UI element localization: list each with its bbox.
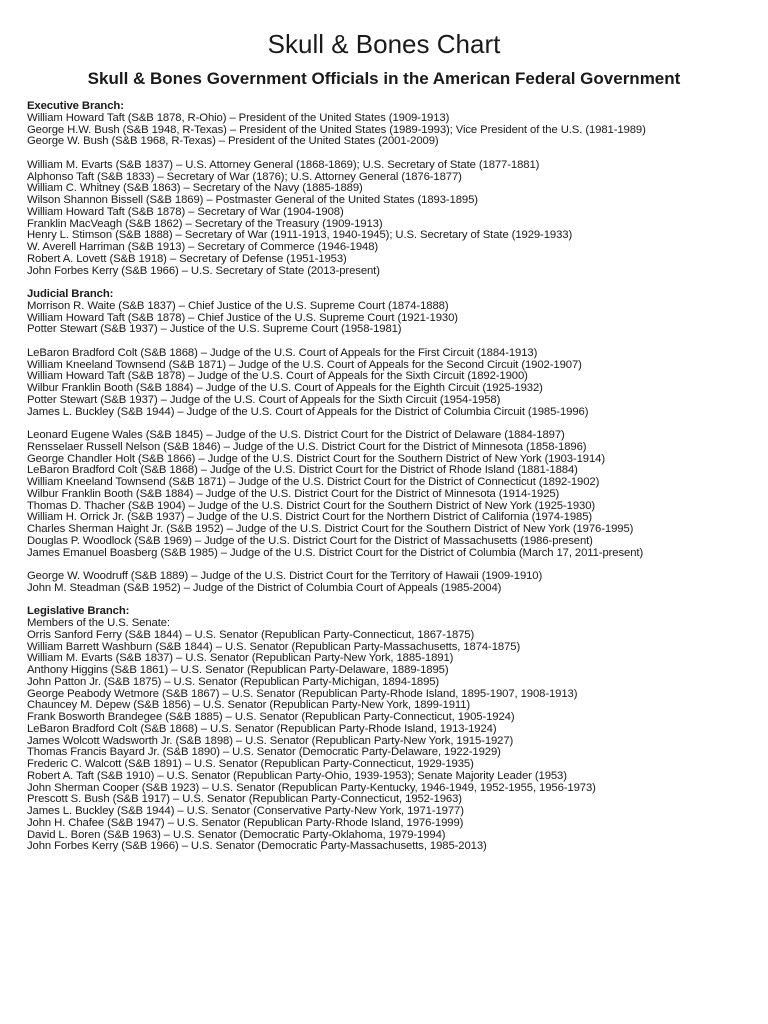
list-item: Robert A. Lovett (S&B 1918) – Secretary of Defense (1951-1953) [27, 252, 347, 265]
list-item: William Barrett Washburn (S&B 1844) – U.S. Senator (Republican Party-Massachusetts, 1874-1875) [27, 640, 521, 653]
list-item: LeBaron Bradford Colt (S&B 1868) – Judge of the U.S. Court of Appeals for the First Circuit (1884-1913) [27, 346, 538, 359]
judicial-appeals-list [27, 348, 767, 419]
list-item: Morrison R. Waite (S&B 1837) – Chief Justice of the U.S. Supreme Court (1874-1888) [27, 299, 449, 312]
list-item: William M. Evarts (S&B 1837) – U.S. Senator (Republican Party-New York, 1885-1891) [27, 652, 454, 665]
legislative-senators-list [27, 630, 767, 853]
list-item: James Emanuel Boasberg (S&B 1985) – Judge of the U.S. District Court for the District of Columbia (March 17, 2011-present) [27, 546, 644, 559]
list-item: Henry L. Stimson (S&B 1888) – Secretary of War (1911-1913, 1940-1945); U.S. Secretary of State (1929-1933) [27, 229, 573, 242]
list-item: William C. Whitney (S&B 1863) – Secretary of the Navy (1885-1889) [27, 182, 363, 195]
page-subtitle: Skull & Bones Government Officials in the American Federal Government [87, 69, 681, 88]
list-item: William H. Orrick Jr. (S&B 1937) – Judge of the U.S. District Court for the Northern District of California (1974-1985) [27, 511, 593, 524]
list-item: Rensselaer Russell Nelson (S&B 1846) – Judge of the U.S. District Court for the District of Minnesota (1858-1896) [27, 440, 587, 453]
spacer [27, 148, 767, 160]
spacer [27, 595, 767, 607]
list-item: LeBaron Bradford Colt (S&B 1868) – U.S. Senator (Republican Party-Rhode Island, 1913-1924) [27, 722, 497, 735]
list-item: James L. Buckley (S&B 1944) – U.S. Senator (Conservative Party-New York, 1971-1977) [27, 805, 464, 817]
list-item: James Wolcott Wadsworth Jr. (S&B 1898) – U.S. Senator (Republican Party-New York, 1915-1927) [27, 734, 514, 747]
judicial-heading: Judicial Branch: [27, 288, 114, 300]
list-item: William Howard Taft (S&B 1878) – Judge of the U.S. Court of Appeals for the Sixth Circuit (1892-1900) [27, 370, 528, 383]
list-item: George W. Woodruff (S&B 1889) – Judge of the U.S. District Court for the Territory of Hawaii (1909-1910) [27, 570, 543, 582]
executive-cabinet-list [27, 160, 767, 278]
list-item: William Howard Taft (S&B 1878) – Chief Justice of the U.S. Supreme Court (1921-1930) [27, 311, 458, 324]
judicial-district-list [27, 430, 767, 559]
list-item: John Sherman Cooper (S&B 1923) – U.S. Senator (Republican Party-Kentucky, 1946-1949, 1952-1955, 1956-1973) [27, 781, 596, 794]
list-item: Douglas P. Woodlock (S&B 1969) – Judge of the U.S. District Court for the District of Massachusetts (1986-present) [27, 534, 593, 547]
legislative-heading: Legislative Branch: [27, 605, 130, 618]
list-item: Wilbur Franklin Booth (S&B 1884) – Judge of the U.S. District Court for the District of Minnesota (1914-1925) [27, 487, 560, 500]
senate-intro: Members of the U.S. Senate: [27, 617, 170, 629]
spacer [27, 277, 767, 289]
list-item: William Howard Taft (S&B 1878, R-Ohio) – President of the United States (1909-1913) [27, 111, 450, 124]
list-item: Thomas Francis Bayard Jr. (S&B 1890) – U.S. Senator (Democratic Party-Delaware, 1922-1929) [27, 746, 501, 759]
judicial-other-list [27, 571, 767, 595]
list-item: William M. Evarts (S&B 1837) – U.S. Attorney General (1868-1869); U.S. Secretary of State (1877-1881) [27, 158, 540, 171]
list-item: John Forbes Kerry (S&B 1966) – U.S. Secretary of State (2013-present) [27, 264, 380, 277]
list-item: LeBaron Bradford Colt (S&B 1868) – Judge of the U.S. District Court for the District of Rhode Island (1881-1884) [27, 464, 578, 477]
spacer [27, 336, 767, 348]
list-item: Orris Sanford Ferry (S&B 1844) – U.S. Senator (Republican Party-Connecticut, 1867-1875) [27, 628, 475, 641]
list-item: Franklin MacVeagh (S&B 1862) – Secretary of the Treasury (1909-1913) [27, 217, 383, 230]
list-item: Potter Stewart (S&B 1937) – Judge of the U.S. Court of Appeals for the Sixth Circuit (1954-1958) [27, 393, 501, 406]
list-item: Charles Sherman Haight Jr. (S&B 1952) – Judge of the U.S. District Court for the Southern District of New York (1976-1995) [27, 523, 634, 535]
list-item: George Chandler Holt (S&B 1866) – Judge of the U.S. District Court for the Southern District of New York (1903-1914) [27, 452, 606, 465]
list-item: Leonard Eugene Wales (S&B 1845) – Judge of the U.S. District Court for the District of Delaware (1884-1897) [27, 429, 565, 441]
document-body [27, 101, 767, 853]
list-item: Frederic C. Walcott (S&B 1891) – U.S. Senator (Republican Party-Connecticut, 1929-1935) [27, 758, 474, 770]
list-item: John M. Steadman (S&B 1952) – Judge of the District of Columbia Court of Appeals (1985-2004) [27, 581, 502, 594]
list-item: Chauncey M. Depew (S&B 1856) – U.S. Senator (Republican Party-New York, 1899-1911) [27, 699, 471, 712]
executive-heading: Executive Branch: [27, 100, 124, 112]
list-item: Alphonso Taft (S&B 1833) – Secretary of War (1876); U.S. Attorney General (1876-1877) [27, 170, 462, 183]
executive-presidents-list [27, 113, 767, 148]
list-item: Thomas D. Thacher (S&B 1904) – Judge of the U.S. District Court for the Southern District of New York (1925-1930) [27, 499, 596, 512]
list-item: John Forbes Kerry (S&B 1966) – U.S. Senator (Democratic Party-Massachusetts, 1985-2013) [27, 840, 487, 853]
list-item: George W. Bush (S&B 1968, R-Texas) – President of the United States (2001-2009) [27, 135, 439, 148]
page-title: Skull & Bones Chart [267, 29, 501, 59]
judicial-supreme-list [27, 301, 767, 336]
list-item: William Kneeland Townsend (S&B 1871) – Judge of the U.S. Court of Appeals for the Second Circuit (1902-1907) [27, 358, 582, 371]
list-item: James L. Buckley (S&B 1944) – Judge of the U.S. Court of Appeals for the District of Columbia Circuit (1985-1996) [27, 405, 589, 418]
list-item: Anthony Higgins (S&B 1861) – U.S. Senator (Republican Party-Delaware, 1889-1895) [27, 664, 449, 676]
list-item: W. Averell Harriman (S&B 1913) – Secretary of Commerce (1946-1948) [27, 241, 379, 253]
list-item: John H. Chafee (S&B 1947) – U.S. Senator (Republican Party-Rhode Island, 1976-1999) [27, 816, 464, 829]
list-item: George Peabody Wetmore (S&B 1867) – U.S. Senator (Republican Party-Rhode Island, 1895-1907, 1908-1913) [27, 687, 578, 700]
list-item: William Howard Taft (S&B 1878) – Secretary of War (1904-1908) [27, 205, 344, 218]
list-item: Wilson Shannon Bissell (S&B 1869) – Postmaster General of the United States (1893-1895) [27, 194, 478, 206]
list-item: Frank Bosworth Brandegee (S&B 1885) – U.S. Senator (Republican Party-Connecticut, 1905-1924) [27, 711, 515, 723]
list-item: Prescott S. Bush (S&B 1917) – U.S. Senator (Republican Party-Connecticut, 1952-1963) [27, 793, 462, 806]
list-item: William Kneeland Townsend (S&B 1871) – Judge of the U.S. District Court for the District of Connecticut (1892-1902) [27, 476, 600, 488]
list-item: George H.W. Bush (S&B 1948, R-Texas) – President of the United States (1989-1993); Vice President of the U.S. (1981-1989) [27, 123, 646, 136]
list-item: David L. Boren (S&B 1963) – U.S. Senator (Democratic Party-Oklahoma, 1979-1994) [27, 828, 446, 841]
list-item: Potter Stewart (S&B 1937) – Justice of the U.S. Supreme Court (1958-1981) [27, 323, 402, 336]
list-item: Robert A. Taft (S&B 1910) – U.S. Senator (Republican Party-Ohio, 1939-1953); Senate Majority Leader (1953) [27, 769, 567, 782]
list-item: John Patton Jr. (S&B 1875) – U.S. Senator (Republican Party-Michigan, 1894-1895) [27, 675, 440, 688]
list-item: Wilbur Franklin Booth (S&B 1884) – Judge of the U.S. Court of Appeals for the Eighth Circuit (1925-1932) [27, 382, 543, 394]
